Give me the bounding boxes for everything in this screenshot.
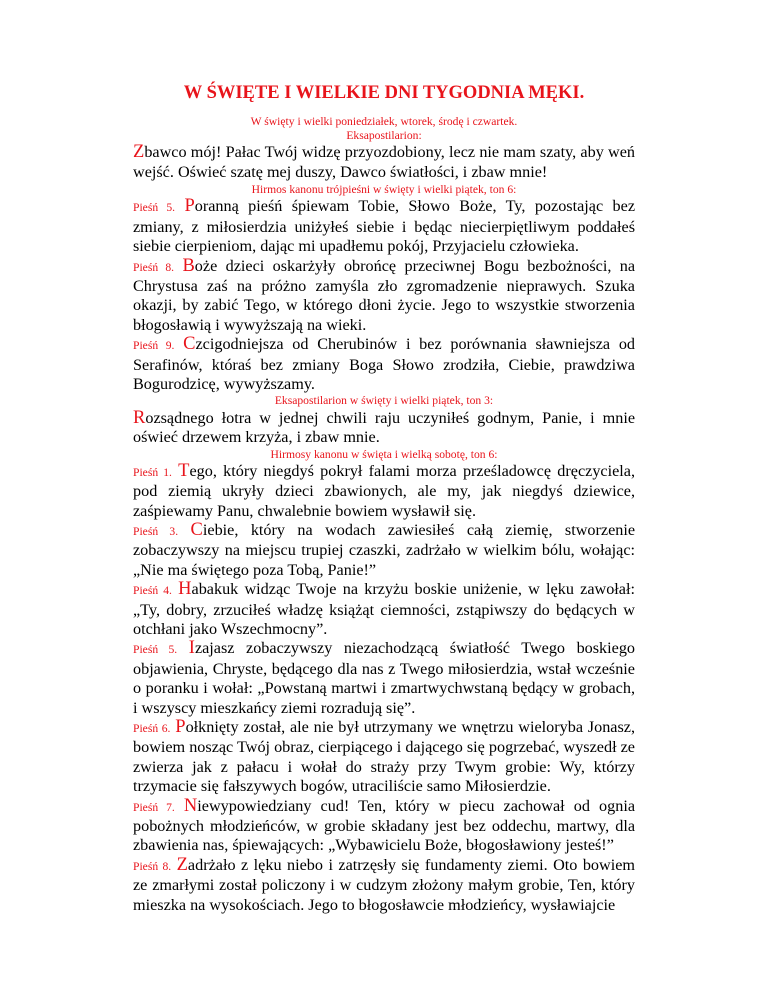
paragraph-text: adrżało z lęku niebo i zatrzęsły się fundamenty ziemi. Oto bowiem ze zmarłymi został policzony i w cudzym złożony małym grobie, Ten, który mieszka na wysokościach. Jego to błogosławcie młodzieńcy, wysławiajcie (133, 855, 635, 914)
paragraph-text: abakuk widząc Twoje na krzyżu boskie uniżenie, w lęku zawołał: „Ty, dobry, zrzuciłeś władzę książąt ciemności, zstąpiwszy do będących w otchłani jako Wszechmocny”. (133, 580, 635, 638)
paragraph-exapostilarion (133, 409, 635, 448)
paragraph-ode (133, 335, 635, 394)
paragraph-text: zcigodniejsza od Cherubinów i bez porównania sławniejsza od Serafinów, któraś bez zmiany Boga Słowo zrodziła, Ciebie, prawdziwa Bogurodzicę, wywyższamy. (133, 335, 636, 394)
rubric-exapostilarion-friday: Eksapostilarion w święty i wielki piątek, ton 3: (274, 394, 494, 408)
rubric-hirmosy-saturday: Hirmosy kanonu w święta i wielką sobotę, ton 6: (270, 447, 498, 461)
rubric-hirmos-friday: Hirmos kanonu trójpieśni w święty i wielki piątek, ton 6: (251, 183, 517, 197)
document-page (133, 82, 635, 915)
ode-label: Pieśń 9. (133, 339, 175, 353)
paragraph-ode (133, 462, 635, 521)
initial-letter: Z (176, 854, 188, 875)
initial-letter: Z (133, 142, 145, 163)
paragraph-ode (133, 257, 635, 336)
paragraph-ode (133, 639, 635, 718)
paragraph-text: zajasz zobaczywszy niezachodzącą światłość Twego boskiego objawienia, Chryste, będącego dla nas z Twego miłosierdzia, wstał wcześnie o poranku i wołał: „Powstaną martwi i zmartwychwstaną będący w grobach, i wszyscy mieszkańcy ziemi rozradują się”. (133, 639, 636, 717)
ode-label: Pieśń 8. (133, 859, 172, 873)
initial-letter: H (178, 579, 192, 600)
initial-letter: C (190, 519, 203, 540)
paragraph-ode (133, 797, 635, 856)
paragraph-text: oranną pieśń śpiewam Tobie, Słowo Boże, Ty, pozostając bez zmiany, z miłosierdzia uniżyłeś siebie i będąc niecierpiętliwym poddałeś siebie cierpieniom, dając mi upadłemu pokój, Przyjacielu człowieka. (133, 197, 635, 256)
ode-label: Pieśń 1. (133, 465, 172, 479)
paragraph-ode (133, 521, 635, 580)
rubric-days: W święty i wielki poniedziałek, wtorek, środę i czwartek. (250, 115, 518, 128)
ode-label: Pieśń 3. (133, 524, 179, 538)
paragraph-ode (133, 580, 635, 639)
ode-label: Pieśń 5. (133, 201, 176, 215)
initial-letter: T (178, 460, 190, 481)
ode-label: Pieśń 8. (133, 260, 175, 274)
paragraph-text: bawco mój! Pałac Twój widzę przyozdobiony, lecz nie mam szaty, aby weń wejść. Oświeć szatę mej duszy, Dawco światłości, i zbaw mnie! (133, 143, 635, 181)
paragraph-text: ego, który niegdyś pokrył falami morza prześladowcę dręczyciela, pod ziemią ukryły dzieci zbawionych, ale my, jak niegdyś dziewice, zaśpiewamy Panu, chwalebnie bowiem wysławił się. (133, 461, 636, 520)
ode-label: Pieśń 7. (133, 800, 175, 814)
paragraph-exapostilarion (133, 143, 635, 182)
initial-letter: C (183, 334, 196, 355)
paragraph-text: iewypowiedziany cud! Ten, który w piecu zachował od ognia pobożnych młodzieńców, w grobie składany jest bez oddechu, martwy, dla zbawienia nas, śpiewających: „Wybawicielu Boże, błogosławiony jesteś!” (133, 796, 636, 855)
paragraph-ode (133, 856, 635, 915)
initial-letter: P (184, 196, 195, 217)
paragraph-text: oże dzieci oskarżyły obrońcę przeciwnej Bogu bezbożności, na Chrystusa zaś na próżno zamyśla zło zgromadzenie nieprawych. Szuka okazji, by zabić Tego, w którego dłoni życie. Jego to wszystkie stworzenia błogosławią i wywyższają na wieki. (133, 256, 636, 334)
paragraph-text: ozsądnego łotra w jednej chwili raju uczyniłeś godnym, Panie, i mnie oświeć drzewem krzyża, i zbaw mnie. (133, 408, 635, 447)
initial-letter: B (182, 255, 195, 276)
paragraph-text: iebie, który na wodach zawiesiłeś całą ziemię, stworzenie zobaczywszy na miejscu trupiej czaszki, zadrżało w wielkim bólu, wołając: „Nie ma świętego poza Tobą, Panie!” (133, 520, 636, 579)
initial-letter: P (175, 716, 186, 737)
paragraph-ode (133, 718, 635, 797)
page-title: W ŚWIĘTE I WIELKIE DNI TYGODNIA MĘKI. (183, 83, 585, 103)
paragraph-ode (133, 197, 635, 256)
initial-letter: R (133, 407, 146, 428)
paragraph-text: ołknięty został, ale nie był utrzymany we wnętrzu wieloryba Jonasz, bowiem nosząc Twój obraz, cierpiącego i dającego się pogrzebać, wyszedł ze zwierza jak z pałacu i wołał do straży przy Twym grobie: Wy, którzy trzymacie się fałszywych bogów, utraciliście samo Miłosierdzie. (133, 717, 636, 796)
ode-label: Pieśń 4. (133, 584, 172, 598)
rubric-exapostilarion: Eksapostilarion: (346, 129, 422, 143)
initial-letter: I (188, 638, 195, 659)
ode-label: Pieśń 6. (133, 721, 171, 735)
ode-label: Pieśń 5. (133, 643, 178, 657)
initial-letter: N (183, 795, 198, 816)
